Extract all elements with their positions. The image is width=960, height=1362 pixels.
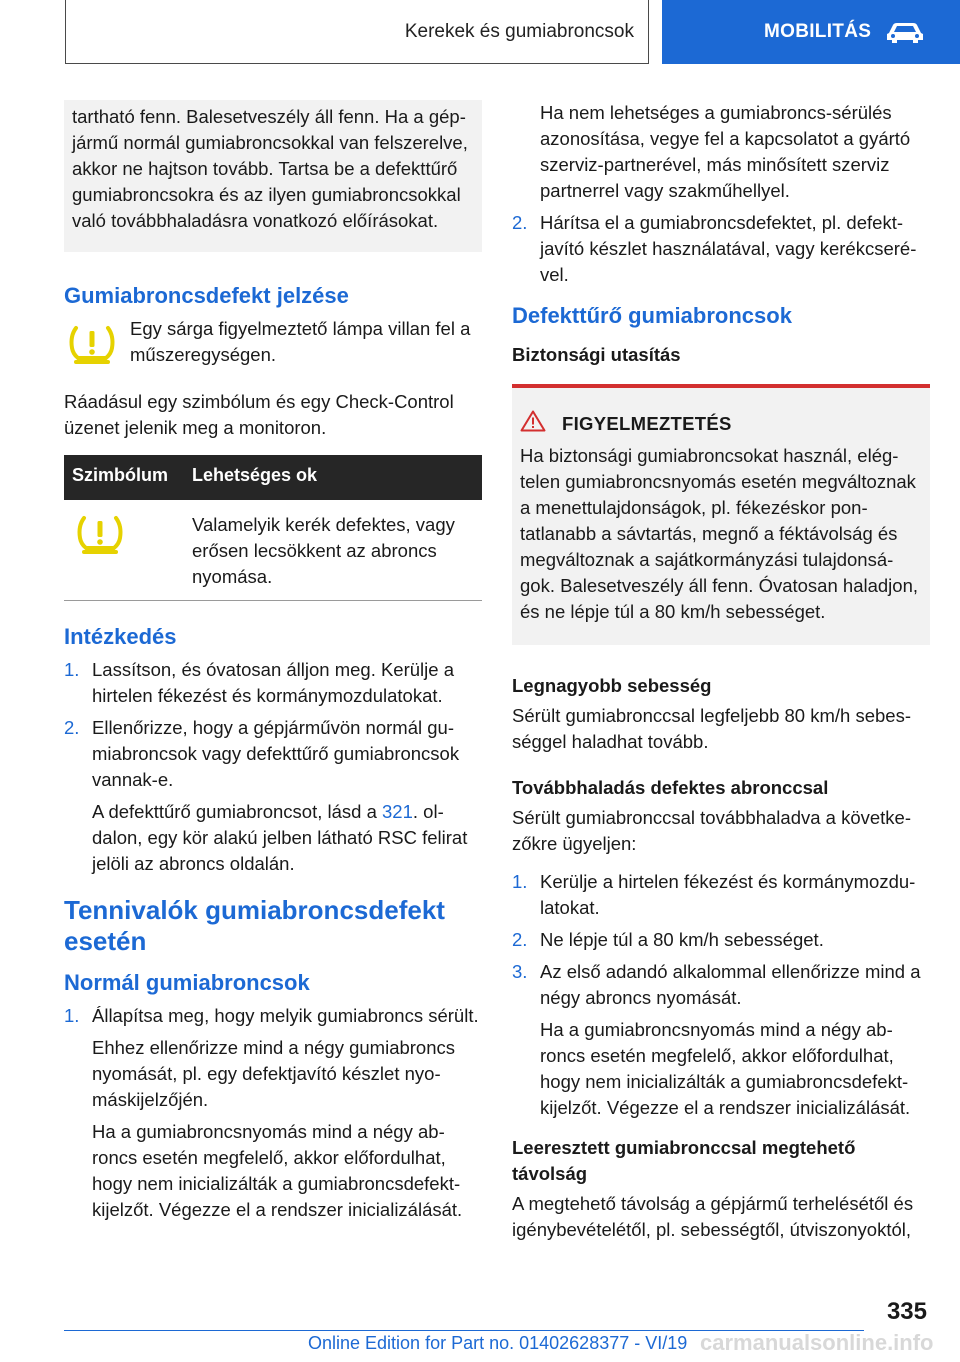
warning-box [512,384,930,645]
table-row [64,500,482,601]
list-text: Hárítsa el a gumiabroncsdefektet, pl. defektjavító készlet használatával, vagy kerékcserével. [540,212,917,285]
list-item [512,927,930,953]
symbol-table [64,455,482,601]
measures-list [64,657,482,877]
tire-pressure-warning-icon [72,539,128,560]
list-number: 2. [64,717,80,738]
table-header-cause: Lehetséges ok [184,455,482,500]
list-number: 2. [512,212,528,233]
heading-runflat: Defekttűrő gumiabroncsok [512,303,792,328]
list-text: Kerülje a hirtelen fékezést és kormánymozdulatokat. [540,871,916,918]
table-header-symbol: Szimbólum [64,455,184,500]
distance-text: A megtehető távolság a gépjármű terhelésétől és igénybevételétől, pl. sebességtől, útviszonyoktól, [512,1193,914,1240]
watermark: carmanualsonline.info [700,1330,934,1355]
list-text: Ne lépje túl a 80 km/h sebességet. [540,929,824,950]
additional-info: Ráadásul egy szimbólum és egy Check-Control üzenet jelenik meg a monitoron. [64,391,454,438]
warning-continuation-box [64,100,482,252]
warning-text: Ha biztonsági gumiabroncsokat használ, elégtelen gumiabroncsnyomás esetén megváltoznak a menettulajdonságok, pl. fékezéskor pontatlanabb a sávtartás, megnő a féktávolság és megváltoznak a sajátkormányzási tulajdonságok. Balesetveszély áll fenn. Óvatosan haladjon, és ne lépje túl a 80 km/h sebességet. [520,445,918,622]
heading-safety: Biztonsági utasítás [512,344,681,365]
list-extra-text: A defekttűrő gumiabroncsot, lásd a 321. oldalon, egy kör alakú jelben látható RSC felirat jelöli az abroncs oldalán. [92,801,468,874]
list-item [64,657,482,709]
table-cell-symbol [64,500,184,601]
continue-list [512,869,930,1121]
list-item [64,715,482,877]
continue-text: Sérült gumiabronccsal továbbhaladva a következőkre ügyeljen: [512,807,912,854]
list-number: 2. [512,929,528,950]
list-text: Ellenőrizze, hogy a gépjárművön normál gumiabroncsok vagy defekttűrő gumiabroncsok vannak-e. [92,717,460,790]
list-number: 3. [512,961,528,982]
header-section-title-box [65,0,649,64]
lamp-description: Egy sárga figyelmeztető lámpa villan fel a műszeregységen. [130,318,471,365]
list-number: 1. [64,659,80,680]
list-item [512,100,930,204]
right-column [512,100,930,1243]
header-section-title: Kerekek és gumiabroncsok [404,20,634,42]
tire-pressure-warning-icon [64,322,126,371]
warning-title: FIGYELMEZTETÉS [562,412,732,434]
list-extra-text: Ha a gumiabroncsnyomás mind a négy abroncs esetén megfelelő, akkor előfordulhat, hogy nem inicializálták a gumiabroncsdefektkijelzőt. Végezze el a rendszer inicializálását. [92,1121,463,1220]
edition-info: Online Edition for Part no. 01402628377 - VI/19 [308,1333,688,1353]
car-icon [885,20,925,44]
continued-list [512,100,930,288]
list-text: Lassítson, és óvatosan álljon meg. Kerülje a hirtelen fékezést és kormánymozdulatokat. [92,659,454,706]
heading-continue-driving: Továbbhaladás defektes abronccsal [512,777,829,798]
table-cell-cause: Valamelyik kerék defektes, vagy erősen lecsökkent az abroncs nyomása. [184,500,482,601]
list-number: 1. [64,1005,80,1026]
list-item [512,210,930,288]
list-number: 1. [512,871,528,892]
warning-continuation-text: tartható fenn. Balesetveszély áll fenn. Ha a gépjármű normál gumiabroncsokkal van felszerelve, akkor ne hajtson tovább. Tartsa be a defekttűrő gumiabroncsokra és az ilyen gumiabroncsokkal való továbbhaladásra vonatkozó előírásokat. [72,106,468,231]
list-item [512,869,930,921]
heading-distance: Leeresztett gumiabronccsal megtehető távolság [512,1137,856,1184]
normal-tires-list [64,1003,482,1223]
header-chapter-label: MOBILITÁS [764,21,872,42]
heading-measures: Intézkedés [64,624,177,649]
heading-normal-tires: Normál gumiabroncsok [64,970,310,995]
lamp-row [64,316,482,371]
heading-max-speed: Legnagyobb sebesség [512,675,712,696]
heading-todo: Tennivalók gumiabroncsdefekt esetén [64,895,445,956]
header-chapter-tab[interactable] [662,0,960,64]
heading-defect-indication: Gumiabroncsdefekt jelzése [64,283,349,308]
list-text: Állapítsa meg, hogy melyik gumiabroncs sérült. [92,1005,479,1026]
list-extra-text: Ha nem lehetséges a gumiabroncs-sérülés azonosítása, vegye fel a kapcsolatot a gyártó szerviz-partnerével, más minősített szerviz partnerrel vagy szakműhellyel. [540,102,911,201]
list-extra-text: Ehhez ellenőrizze mind a négy gumiabroncs nyomását, pl. egy defektjavító készlet nyomáskijelzőjén. [92,1037,456,1110]
page-number: 335 [886,1298,927,1325]
left-column [64,100,482,1237]
max-speed-text: Sérült gumiabronccsal legfeljebb 80 km/h sebességgel haladhat tovább. [512,705,911,752]
warning-triangle-icon [520,410,546,437]
page-reference-link[interactable]: 321 [382,801,413,822]
list-extra-text: Ha a gumiabroncsnyomás mind a négy abroncs esetén megfelelő, akkor előfordulhat, hogy nem inicializálták a gumiabroncsdefektkijelzőt. Végezze el a rendszer inicializálását. [540,1019,911,1118]
warning-title-row [520,410,922,437]
list-item [64,1003,482,1223]
list-text: Az első adandó alkalommal ellenőrizze mind a négy abroncs nyomását. [540,961,921,1008]
list-item [512,959,930,1121]
